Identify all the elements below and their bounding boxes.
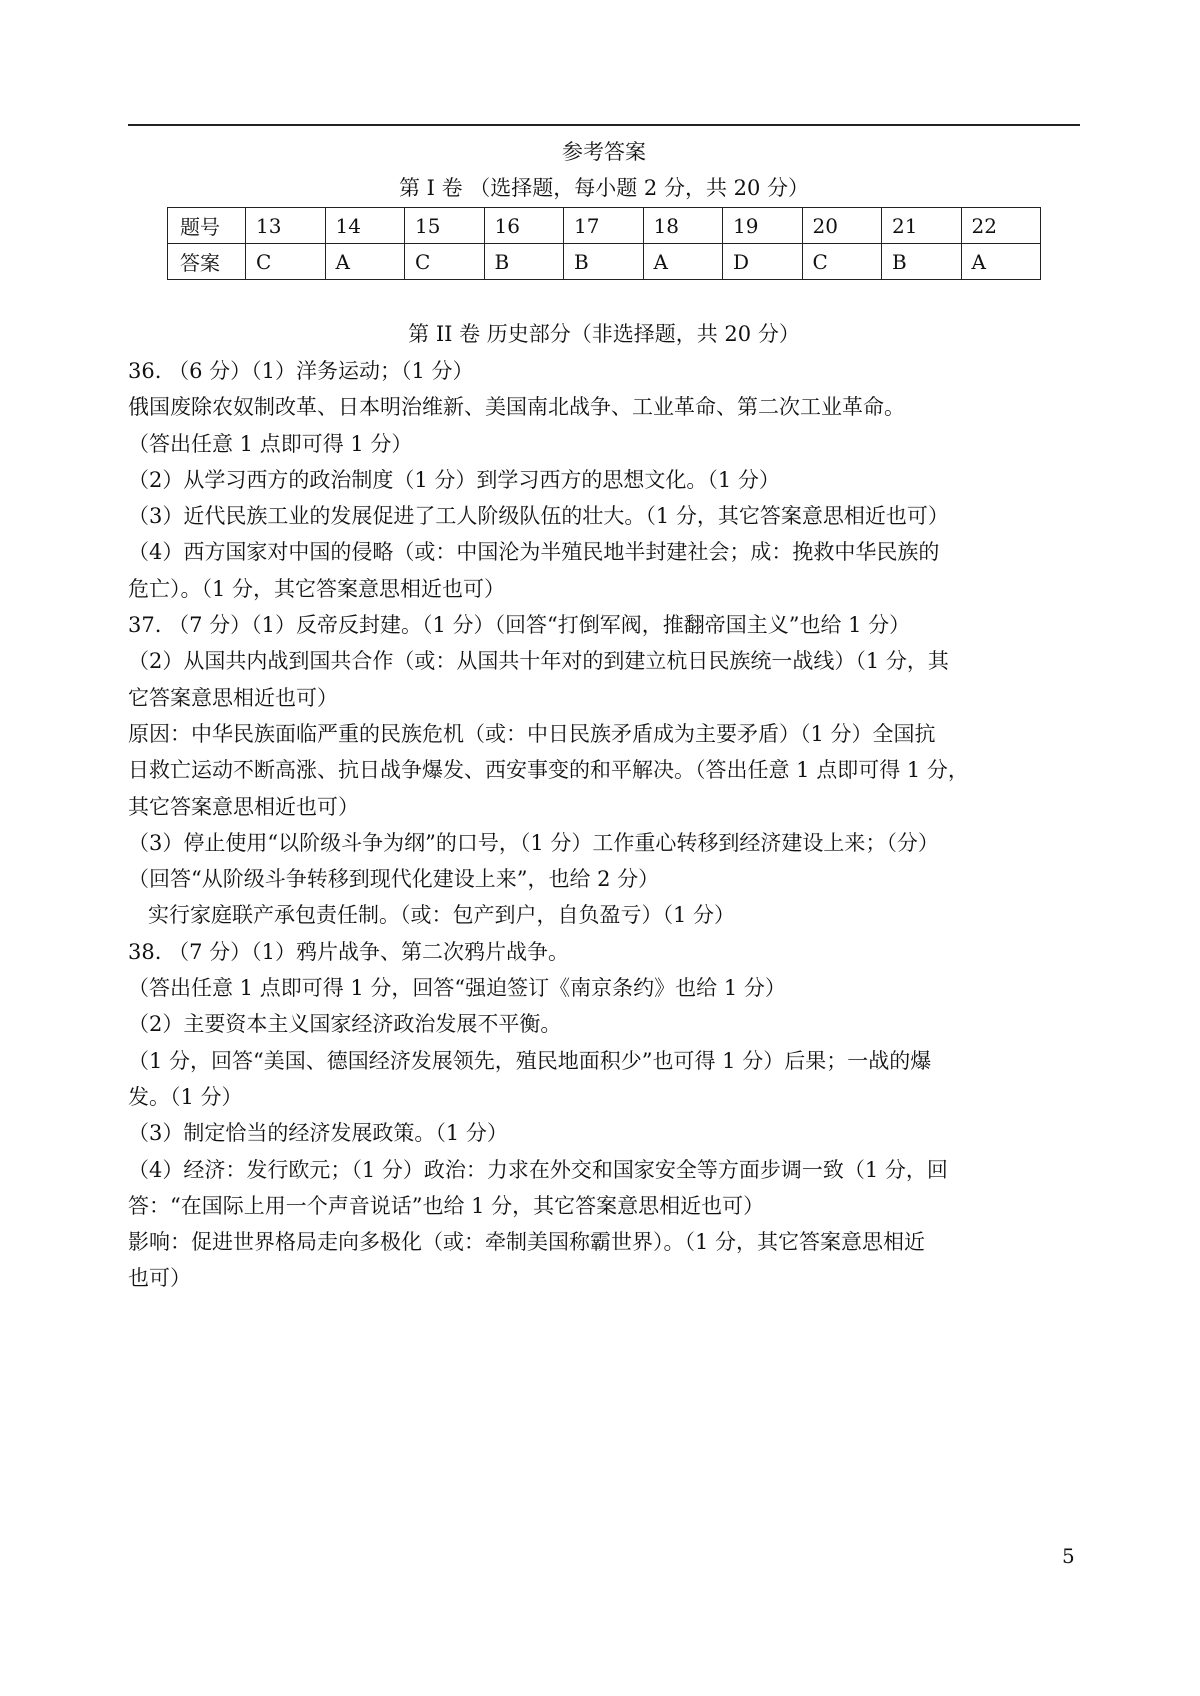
answer-line: 36. （6 分）（1）洋务运动；（1 分） xyxy=(128,359,474,383)
answer-line: （4）西方国家对中国的侵略（或：中国沦为半殖民地半封建社会；成：挽救中华民族的 xyxy=(128,540,940,565)
question-number-cell: 16 xyxy=(484,208,564,244)
answer-line: 37. （7 分）（1）反帝反封建。（1 分）（回答“打倒军阀，推翻帝国主义”也给 1 分） xyxy=(128,613,911,638)
question-number-cell: 18 xyxy=(643,208,723,244)
answer-line: 38. （7 分）（1）鸦片战争、第二次鸦片战争。 xyxy=(128,939,569,964)
answer-line: （3）制定恰当的经济发展政策。（1 分） xyxy=(128,1121,508,1146)
table-row-answers xyxy=(168,244,1041,280)
answer-line: （答出任意 1 点即可得 1 分，回答“强迫签订《南京条约》也给 1 分） xyxy=(128,976,786,1001)
top-rule xyxy=(128,124,1080,126)
question-number-cell: 17 xyxy=(564,208,644,244)
answer-cell: B xyxy=(564,244,644,280)
question-number-cell: 21 xyxy=(882,208,962,244)
answer-line: 原因：中华民族面临严重的民族危机（或：中日民族矛盾成为主要矛盾）（1 分）全国抗 xyxy=(128,721,936,746)
answer-line: 影响：促进世界格局走向多极化（或：牵制美国称霸世界）。（1 分，其它答案意思相近 xyxy=(128,1230,926,1255)
answer-line: 俄国废除农奴制改革、日本明治维新、美国南北战争、工业革命、第二次工业革命。 xyxy=(128,395,905,420)
answer-line: （1 分，回答“美国、德国经济发展领先，殖民地面积少”也可得 1 分）后果；一战的爆 xyxy=(128,1048,932,1073)
question-number-cell: 14 xyxy=(325,208,405,244)
row-header-answer: 答案 xyxy=(168,244,246,280)
answer-cell: A xyxy=(961,244,1041,280)
answer-line: 危亡）。（1 分，其它答案意思相近也可） xyxy=(128,576,506,601)
answer-line: （3）近代民族工业的发展促进了工人阶级队伍的壮大。（1 分，其它答案意思相近也可） xyxy=(128,504,949,529)
answer-line: 其它答案意思相近也可） xyxy=(128,794,359,819)
question-number-cell: 20 xyxy=(802,208,882,244)
answer-line: 也可） xyxy=(128,1266,191,1291)
section-2-heading: 第 II 卷 历史部分（非选择题，共 20 分） xyxy=(408,322,800,346)
answer-line: 它答案意思相近也可） xyxy=(128,685,338,710)
answer-table xyxy=(167,207,1041,280)
answer-line: （2）从国共内战到国共合作（或：从国共十年对的到建立杭日民族统一战线）（1 分，其 xyxy=(128,649,949,674)
doc-title: 参考答案 xyxy=(562,140,646,164)
answer-line: （3）停止使用“以阶级斗争为纲”的口号，（1 分）工作重心转移到经济建设上来；（分） xyxy=(128,830,939,855)
answer-cell: C xyxy=(405,244,485,280)
page-number: 5 xyxy=(1062,1544,1075,1568)
answer-line: 答：“在国际上用一个声音说话”也给 1 分，其它答案意思相近也可） xyxy=(128,1193,765,1218)
question-number-cell: 22 xyxy=(961,208,1041,244)
answer-body xyxy=(128,353,1080,1297)
answer-line: （2）主要资本主义国家经济政治发展不平衡。 xyxy=(128,1012,562,1037)
answer-line: 日救亡运动不断高涨、抗日战争爆发、西安事变的和平解决。（答出任意 1 点即可得 1 分， xyxy=(128,758,969,783)
answer-cell: D xyxy=(723,244,803,280)
answer-line: 发。（1 分） xyxy=(128,1084,243,1109)
question-number-cell: 15 xyxy=(405,208,485,244)
answer-cell: B xyxy=(484,244,564,280)
answer-cell: C xyxy=(246,244,326,280)
answer-cell: C xyxy=(802,244,882,280)
answer-cell: A xyxy=(643,244,723,280)
answer-line: （4）经济：发行欧元；（1 分）政治：力求在外交和国家安全等方面步调一致（1 分，回 xyxy=(128,1157,948,1182)
answer-line: （回答“从阶级斗争转移到现代化建设上来”，也给 2 分） xyxy=(128,867,660,892)
question-number-cell: 13 xyxy=(246,208,326,244)
answer-line: （答出任意 1 点即可得 1 分） xyxy=(128,431,413,456)
section-1-heading: 第 I 卷 （选择题，每小题 2 分，共 20 分） xyxy=(398,176,810,200)
answer-line: 实行家庭联产承包责任制。（或：包产到户，自负盈亏）（1 分） xyxy=(148,903,736,928)
answer-cell: A xyxy=(325,244,405,280)
row-header-number: 题号 xyxy=(168,208,246,244)
answer-line: （2）从学习西方的政治制度（1 分）到学习西方的思想文化。（1 分） xyxy=(128,467,780,492)
table-row-numbers xyxy=(168,208,1041,244)
answer-cell: B xyxy=(882,244,962,280)
question-number-cell: 19 xyxy=(723,208,803,244)
